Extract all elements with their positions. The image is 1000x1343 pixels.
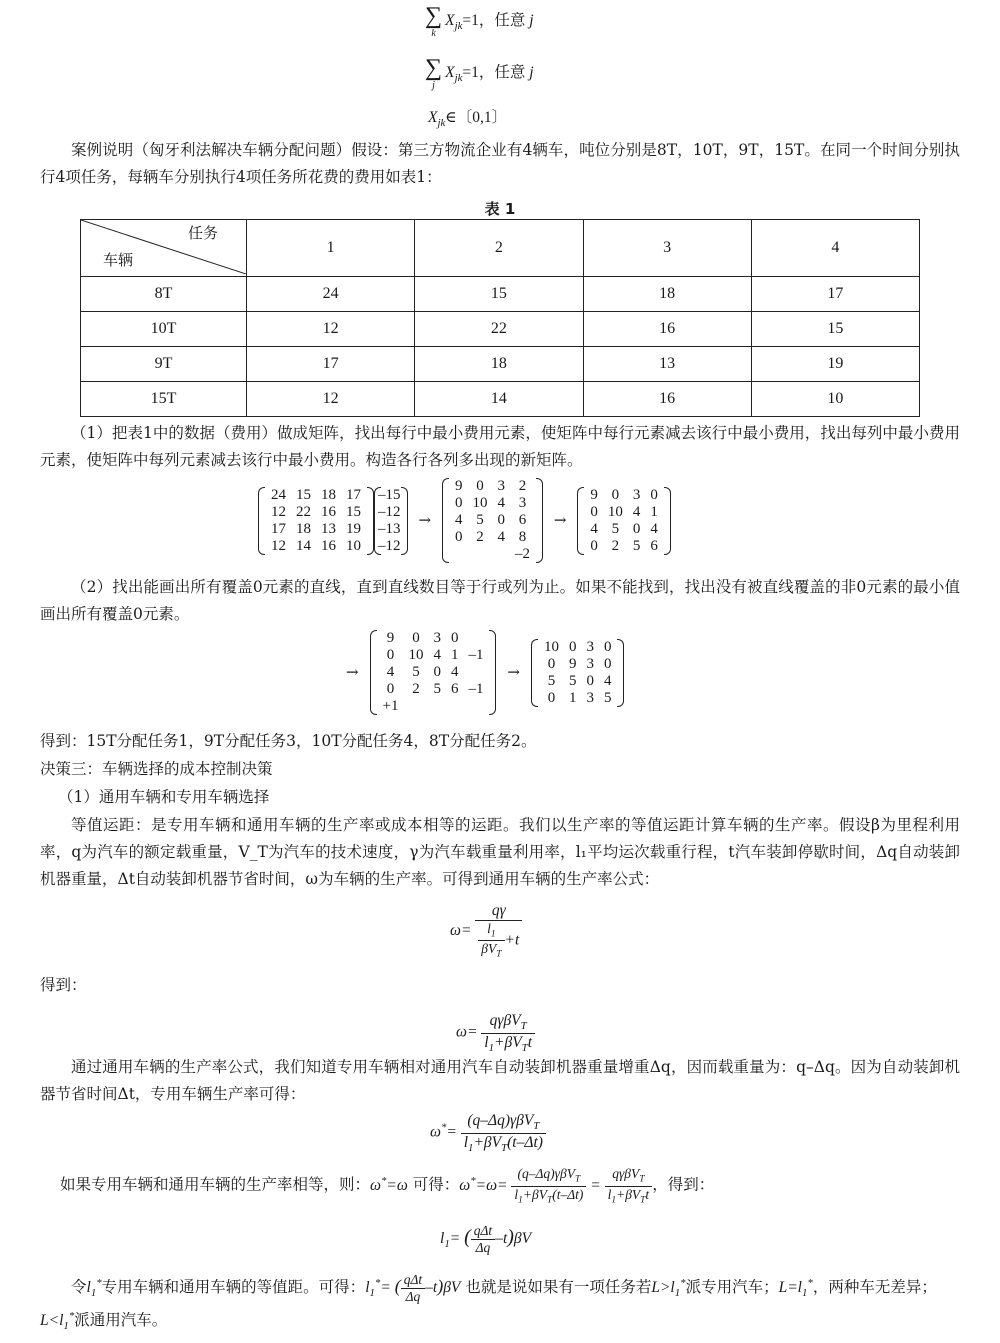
row-label: 15T bbox=[81, 382, 247, 417]
constraint-3 bbox=[428, 104, 507, 133]
corner-label-vehicle: 车辆 bbox=[103, 253, 134, 269]
table-cell: 15 bbox=[751, 312, 919, 347]
table-cell: 17 bbox=[751, 277, 919, 312]
equal-text-c: ，得到： bbox=[652, 1175, 715, 1194]
matrix-covered: 9 0 3 0 0 10 4 1 –1 4 5 0 4 0 2 5 6 –1 +1 bbox=[370, 630, 497, 715]
table-row bbox=[81, 382, 920, 417]
case-intro: 案例说明（匈牙利法解决车辆分配问题）假设：第三方物流企业有4辆车，吨位分别是8T，10T，9T，15T。在同一个时间分别执行4项任务，每辆车分别执行4项任务所花费的费用如表1： bbox=[40, 141, 960, 187]
table-row bbox=[81, 277, 920, 312]
header-cell: 1 bbox=[247, 220, 415, 277]
special-vehicle-text: 通过通用车辆的生产率公式，我们知道专用车辆相对通用汽车自动装卸机器重量增重Δq，因而载重量为：q–Δq。因为自动装卸机器节省时间Δt，专用车辆生产率可得： bbox=[40, 1058, 960, 1104]
table-cell: 12 bbox=[247, 382, 415, 417]
matrix-final: 10 0 3 0 0 9 3 0 5 5 0 4 0 1 3 5 bbox=[531, 639, 625, 707]
corner-label-task: 任务 bbox=[187, 226, 218, 242]
constraint-text: ∈〔0,1〕 bbox=[445, 109, 508, 126]
table-cell: 17 bbox=[247, 347, 415, 382]
step-1-text: （1）把表1中的数据（费用）做成矩阵，找出每行中最小费用元素，使矩阵中每行元素减去该行中最小费用，找出每列中最小费用元素，使矩阵中每列元素减去该行中最小费用。构造各行各列多出现的新矩阵。 bbox=[40, 424, 960, 470]
equality-line: 如果专用车辆和通用车辆的生产率相等，则：ω*=ω 可得：ω*=ω= $\frac{(q-\Delta q)\gamma\beta V_T}{l_1+\beta V_T(t-\Delta t)}$ = $\frac{q\gamma\beta V_T}{l_1+\beta V_Tt}$ ，得到： bbox=[60, 1166, 715, 1206]
cost-table bbox=[80, 219, 920, 417]
last-a: 令 bbox=[71, 1278, 87, 1296]
formula-general-1: ω= qγ $\frac{l_1}{\beta V_T}$ +t bbox=[450, 902, 522, 961]
last-c: 也就是说如果有一项任务若 bbox=[465, 1278, 652, 1296]
row-reductions: –15 –12 –13 –12 bbox=[374, 487, 408, 555]
table-cell: 13 bbox=[583, 347, 751, 382]
row-label: 10T bbox=[81, 312, 247, 347]
var-index: jk bbox=[437, 117, 446, 130]
arrow-icon: → bbox=[507, 663, 520, 682]
table-cell: 24 bbox=[247, 277, 415, 312]
conclusion-text: 令$l_1^*$专用车辆和通用车辆的等值距。可得：$l_1^*=$ ( $\frac{\text{qΔt}}{\Delta q}$ –t)βV 也就是说如果有一项任务若$L>l_1^*$派专用汽车；$L=l_1^*$，两种车无差异；$L<l_1^*$派通用汽车。 bbox=[40, 1272, 937, 1332]
sum-index: j bbox=[432, 80, 435, 91]
got-label: 得到： bbox=[40, 976, 87, 994]
table-cell: 22 bbox=[415, 312, 583, 347]
step-2-text: （2）找出能画出所有覆盖0元素的直线，直到直线数目等于行或列为止。如果不能找到，找出没有被直线覆盖的非0元素的最小值画出所有覆盖0元素。 bbox=[40, 578, 960, 624]
constraint-text: =1，任意 bbox=[462, 12, 526, 30]
matrix-col-reduced: 9 0 3 0 0 10 4 1 4 5 0 4 0 2 5 6 bbox=[577, 487, 671, 555]
constraint-2: ∑ j $X_{jk}=1$，任意 j bbox=[425, 55, 534, 91]
last-e: ，两种车无差异； bbox=[812, 1278, 937, 1296]
constraint-1: ∑ k $X_{jk}=1$，任意 j bbox=[425, 3, 534, 39]
sum-index: k bbox=[431, 28, 436, 39]
var: X bbox=[428, 109, 438, 126]
header-cell: 3 bbox=[583, 220, 751, 277]
formula-special: ω*= $\frac{(q-\Delta q)\gamma\beta V_T}{l_1+\beta V_T(t-\Delta t)}$ bbox=[430, 1112, 546, 1154]
table-cell: 16 bbox=[583, 382, 751, 417]
equal-text-b: 可得： bbox=[412, 1175, 460, 1194]
constraint-j: j bbox=[529, 64, 534, 82]
table-cell: 10 bbox=[751, 382, 919, 417]
constraint-text: =1，任意 bbox=[462, 64, 526, 82]
var: X bbox=[445, 64, 455, 82]
table-header-row bbox=[81, 220, 920, 277]
table-row bbox=[81, 312, 920, 347]
table-cell: 18 bbox=[583, 277, 751, 312]
table-cell: 12 bbox=[247, 312, 415, 347]
result-text: 得到：15T分配任务1，9T分配任务3，10T分配任务4，8T分配任务2。 bbox=[40, 732, 537, 750]
section-1-heading: （1）通用车辆和专用车辆选择 bbox=[58, 788, 270, 806]
row-label: 9T bbox=[81, 347, 247, 382]
var: X bbox=[445, 12, 455, 30]
matrix-original: 24 15 18 17 12 22 16 15 17 18 13 19 12 14 16 10 bbox=[258, 487, 374, 555]
matrix-row-reduced: 9 0 3 2 0 10 4 3 4 5 0 6 0 2 4 8 –2 bbox=[442, 478, 543, 563]
formula-equal-distance: $l_1=$ ( $\frac{\text{qΔt}}{\Delta q}$ –t)βV bbox=[440, 1223, 532, 1255]
table-cell: 15 bbox=[415, 277, 583, 312]
table-row bbox=[81, 347, 920, 382]
matrix-row-1 bbox=[258, 478, 671, 563]
arrow-icon: → bbox=[346, 663, 359, 682]
last-f: 派通用汽车。 bbox=[74, 1310, 168, 1329]
formula-general-2: ω= $\frac{q\gamma\beta V_T}{l_1+\beta V_Tt}$ bbox=[456, 1012, 535, 1054]
table-caption: 表 1 bbox=[484, 200, 516, 218]
arrow-icon: → bbox=[418, 511, 432, 530]
var-index: jk bbox=[454, 72, 463, 85]
equal-text-a: 如果专用车辆和通用车辆的生产率相等，则： bbox=[60, 1175, 371, 1194]
last-b: 专用车辆和通用车辆的等值距。可得： bbox=[101, 1278, 366, 1296]
table-corner-cell bbox=[81, 220, 247, 277]
table-cell: 18 bbox=[415, 347, 583, 382]
definition-text: 等值运距：是专用车辆和通用车辆的生产率或成本相等的运距。我们以生产率的等值运距计算车辆的生产率。假设β为里程利用率，q为汽车的额定载重量，V_T为汽车的技术速度，γ为汽车载重量利用率，l₁平均运次载重行程，t汽车装卸停歇时间，Δq自动装卸机器重量，Δt自动装卸机器节省时间，ω为车辆的生产率。可得到通用车辆的生产率公式： bbox=[40, 816, 960, 889]
var-index: jk bbox=[454, 20, 463, 33]
header-cell: 2 bbox=[415, 220, 583, 277]
arrow-icon: → bbox=[553, 511, 567, 530]
table-cell: 16 bbox=[583, 312, 751, 347]
table-cell: 19 bbox=[751, 347, 919, 382]
header-cell: 4 bbox=[751, 220, 919, 277]
constraint-j: j bbox=[529, 12, 534, 30]
last-d: 派专用汽车； bbox=[685, 1278, 779, 1296]
matrix-row-2 bbox=[340, 630, 624, 715]
decision-3-heading: 决策三：车辆选择的成本控制决策 bbox=[40, 760, 273, 778]
table-cell: 14 bbox=[415, 382, 583, 417]
row-label: 8T bbox=[81, 277, 247, 312]
